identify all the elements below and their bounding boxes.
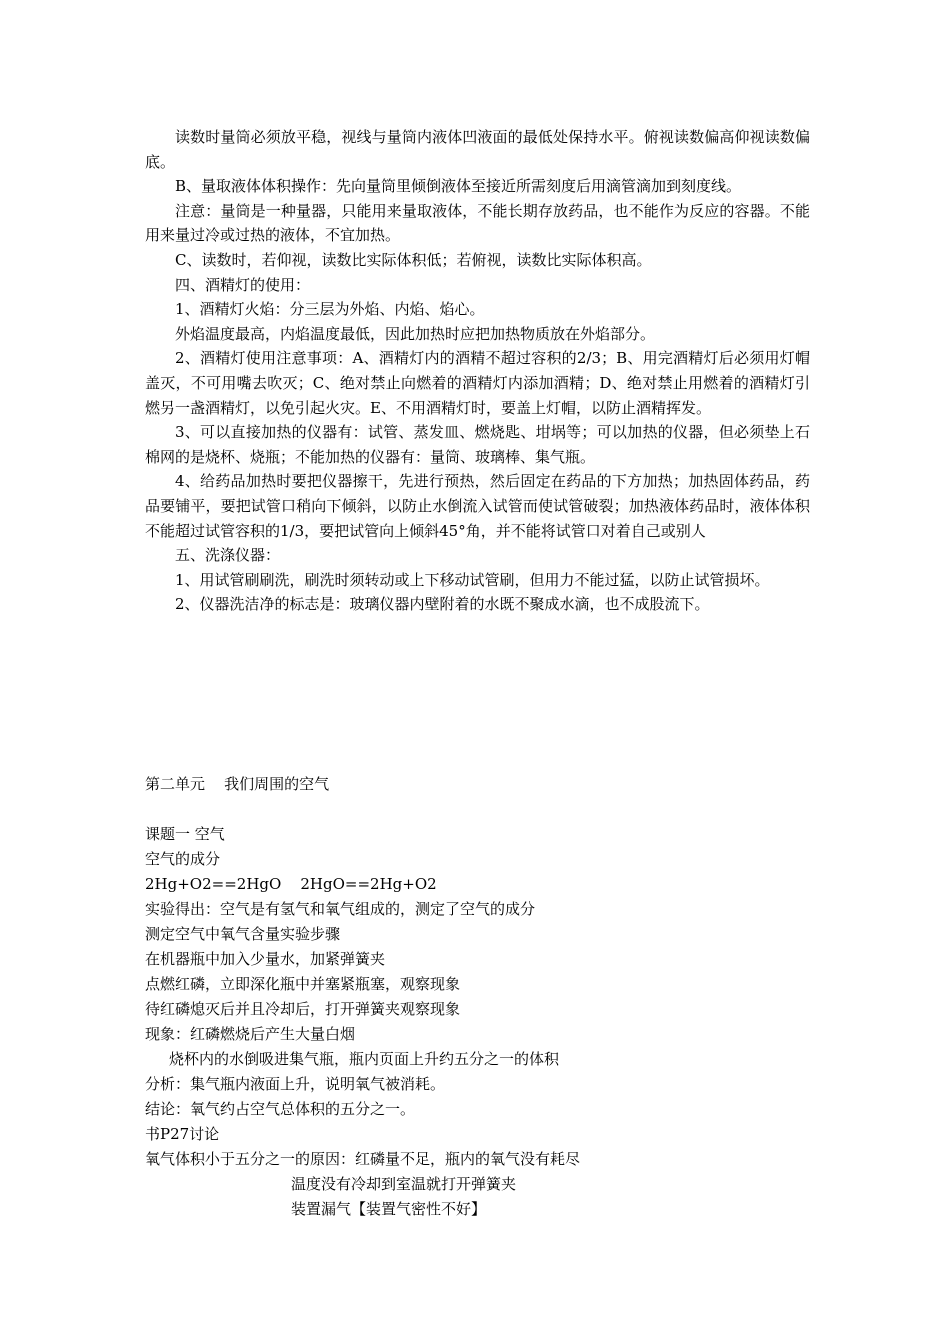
unit-title: 第二单元 我们周围的空气: [145, 775, 330, 793]
paragraph: 2、酒精灯使用注意事项：A、酒精灯内的酒精不超过容积的2/3；B、用完酒精灯后必须用灯帽盖灭，不可用嘴去吹灭；C、绝对禁止向燃着的酒精灯内添加酒精；D、绝对禁止用燃着的酒精灯引燃另一盏酒精灯，以免引起火灾。E、不用酒精灯时，要盖上灯帽，以防止酒精挥发。: [145, 349, 810, 417]
lesson-line: 结论：氧气约占空气总体积的五分之一。: [145, 1100, 416, 1118]
paragraph: 1、酒精灯火焰：分三层为外焰、内焰、焰心。: [175, 300, 485, 319]
lesson-line: 点燃红磷，立即深化瓶中并塞紧瓶塞，观察现象: [145, 975, 461, 993]
paragraph: 读数时量筒必须放平稳，视线与量筒内液体凹液面的最低处保持水平。俯视读数偏高仰视读数偏底。: [145, 128, 810, 171]
paragraph: 2、仪器洗洁净的标志是：玻璃仪器内壁附着的水既不聚成水滴，也不成股流下。: [175, 595, 710, 614]
lesson-line: 氧气体积小于五分之一的原因：红磷量不足，瓶内的氧气没有耗尽: [145, 1150, 581, 1168]
paragraph: 外焰温度最高，内焰温度最低，因此加热时应把加热物质放在外焰部分。: [175, 324, 656, 343]
lesson-line: 待红磷熄灭后并且冷却后，打开弹簧夹观察现象: [145, 1000, 461, 1018]
section-heading: 五、洗涤仪器：: [175, 546, 281, 565]
lesson-line: 空气的成分: [145, 850, 221, 868]
lesson-line: 烧杯内的水倒吸进集气瓶，瓶内页面上升约五分之一的体积: [169, 1050, 560, 1068]
paragraph: 1、用试管刷刷洗，刷洗时须转动或上下移动试管刷，但用力不能过猛，以防止试管损坏。: [175, 570, 770, 589]
paragraph: 注意：量筒是一种量器，只能用来量取液体，不能长期存放药品，也不能作为反应的容器。不能用来量过冷或过热的液体，不宜加热。: [145, 201, 810, 245]
paragraph: 3、可以直接加热的仪器有：试管、蒸发皿、燃烧匙、坩埚等；可以加热的仪器，但必须垫上石棉网的是烧杯、烧瓶；不能加热的仪器有：量筒、玻璃棒、集气瓶。: [145, 423, 810, 466]
paragraph: 4、给药品加热时要把仪器擦干，先进行预热，然后固定在药品的下方加热；加热固体药品，药品要铺平，要把试管口稍向下倾斜，以防止水倒流入试管而使试管破裂；加热液体药品时，液体体积不能超过试管容积的1/3，要把试管向上倾斜45°角，并不能将试管口对着自己或别人: [145, 472, 810, 540]
lesson-title: 课题一 空气: [145, 825, 225, 843]
section-heading: 四、酒精灯的使用：: [175, 275, 311, 294]
lesson-line: 测定空气中氧气含量实验步骤: [145, 925, 341, 943]
lesson-line: 装置漏气【装置气密性不好】: [291, 1200, 487, 1218]
lesson-line: 实验得出：空气是有氢气和氧气组成的，测定了空气的成分: [145, 900, 536, 918]
lesson-line: 分析：集气瓶内液面上升，说明氧气被消耗。: [145, 1075, 446, 1093]
lesson-line: 现象：红磷燃烧后产生大量白烟: [145, 1025, 356, 1043]
chemical-equation: 2Hg+O2==2HgO 2HgO==2Hg+O2: [145, 875, 437, 893]
lesson-line: 温度没有冷却到室温就打开弹簧夹: [291, 1175, 517, 1193]
lesson-text: [145, 822, 825, 1222]
lesson-line: 在机器瓶中加入少量水，加紧弹簧夹: [145, 950, 386, 968]
paragraph: C、读数时，若仰视，读数比实际体积低；若俯视，读数比实际体积高。: [175, 250, 652, 269]
lesson-line: 书P27讨论: [145, 1125, 220, 1143]
paragraph: B、量取液体体积操作：先向量筒里倾倒液体至接近所需刻度后用滴管滴加到刻度线。: [175, 177, 742, 196]
section-top-text: [145, 125, 810, 617]
